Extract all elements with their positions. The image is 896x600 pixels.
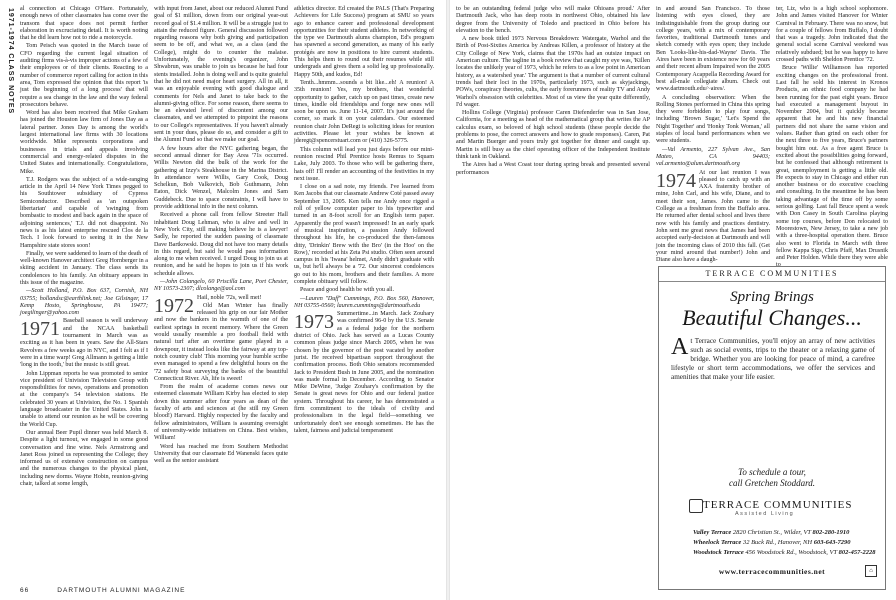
page-number: 66 bbox=[20, 587, 30, 594]
column-4 bbox=[456, 6, 650, 590]
ad-location-2 bbox=[693, 539, 883, 547]
equal-housing-icon: ⌂ bbox=[865, 565, 877, 577]
ad-brand-bar: TERRACE COMMUNITIES bbox=[659, 267, 885, 282]
paragraph: A concluding observation: When the Rolling Stones performed in China this spring they were forbidden to play four songs, including 'Brown Sugar,' 'Let's Spend the Night Together' and 'Honky Tonk Woman,' all staples of local band performances when we were students. bbox=[656, 94, 770, 145]
paragraph: ter, Liz, who is a high school sophomore. John and James visited Hanover for Winter Carnival in February. There was no snow, but for a couple of fellows from Buffalo, I doubt that was a tragedy. John indicated that the general social scene Carnival weekend was relatively subdued; but he was happy to have crossed paths with Sheldon Prentice '72. bbox=[776, 6, 888, 64]
paragraph: John Lippman reports he was promoted to senior vice president of Univision Television Group with responsibilities for news, operations and promotion at the company's 54 television stations. He celebrated 30 years at Univision, the No. 1 Spanish language broadcaster in the United States. John is unable to attend our reunion as he will be covering the World Cup. bbox=[20, 370, 148, 428]
column-1 bbox=[20, 6, 148, 580]
ad-location-1 bbox=[693, 529, 883, 537]
ad-body bbox=[671, 334, 875, 382]
ad-drop-cap: A bbox=[671, 334, 689, 360]
paragraph: A few hours after the NYC gathering began, the second annual dinner for Bay Area '71s occurred. Willis Newton did the bulk of the work for the gathering at Izzy's Steakhouse in the Marina District. In attendance were Willis, Gary Cook, Doug Schelkun, Bob Valkovich, Bob Guthmann, John Eaton, Dick Wenzel, Malcolm Jones and Sam Guddebeck. Due to space constraints, I will have to provide additional info in the next column. bbox=[154, 145, 288, 211]
paragraph: Hollins College (Virginia) professor Caren Diefenderfer was in San Jose, California, for a meeting as head of the mathematical group that writes the AP calculus exam, so beloved of high school students (these people decide the problems to pose, the correct answers and how to grade responses). Caren, Pat and Martin Buerger and yours truly got together for dinner and caught up. Martin is still busy as the chief operating officer of the Independent Institute think tank in Oakland. bbox=[456, 110, 650, 160]
ad-logo-name: TERRACE COMMUNITIES bbox=[703, 499, 853, 511]
paragraph bbox=[294, 311, 434, 435]
column-5 bbox=[656, 6, 770, 264]
ad-cta-line-2: call Gretchen Stoddard. bbox=[728, 478, 816, 488]
ad-logo-sub: Assisted Living bbox=[735, 511, 795, 517]
location-phone: 802-457-2228 bbox=[838, 549, 876, 556]
terrace-communities-ad[interactable] bbox=[658, 266, 886, 590]
location-address: 456 Woodstock Rd., Woodstock, VT bbox=[745, 549, 838, 556]
location-phone: 802-280-1910 bbox=[812, 529, 850, 536]
ad-location-3 bbox=[693, 549, 883, 557]
ad-logo bbox=[689, 497, 859, 519]
paragraph: Peace and good health be with you all. bbox=[300, 287, 395, 294]
paragraph: al connection at Chicago O'Hare. Fortunately, enough news of other classmates has come over the transom that space does not permit further elaboration in excruciating detail. It is worth noting that he did learn how not to ride a motorcycle. bbox=[20, 6, 148, 42]
paragraph: Word has also been received that Mike Graham has joined the Houston law firm of Jones Day as a lateral partner. Jones Day is among the world's largest international law firms with 30 locations worldwide. Mike represents corporations and businesses in trials and appeals involving commercial and energy-related disputes in the United States and internationally. Congratulations, Mike. bbox=[20, 110, 148, 175]
location-name: Valley Terrace bbox=[693, 529, 732, 536]
location-name: Woodstock Terrace bbox=[693, 549, 744, 556]
column-3 bbox=[294, 6, 434, 580]
class-year-heading: 1973 bbox=[294, 311, 334, 334]
paragraph: Received a phone call from fellow Streeter Hall inhabitant Doug Lehman, who is alive and well in New York City, still making believe he is a lawyer! Sadly, he reported the sudden passing of classmate Dave Bartkowski. Doug did not have too many details in this regard, but said he would pass information along to me when received. I urged Doug to join us at reunion, and he said he hopes to join us if his work schedule allows. bbox=[154, 212, 288, 277]
location-address: 32 Buck Rd., Hanover, NH bbox=[742, 539, 813, 546]
class-year-heading: 1972 bbox=[154, 294, 194, 317]
paragraph-text: At our last reunion I was pleased to catch up with an AXA fraternity brother of mine, John Carl, and his wife, Diane, and to meet their son, James. John came to the College as a freshman from the Buffalo area. He returned after dental school and lives there now with his family and practices dentistry. John sent me great news that James had been accepted early-decision at Dartmouth and will join the incoming class of 2010 this fall. (Get your mind around that number!) John and Diane also have a daugh- bbox=[656, 169, 770, 264]
page-gutter bbox=[446, 0, 450, 600]
ad-website-link[interactable]: www.terracecommunities.net bbox=[718, 567, 826, 576]
paragraph: Old Man Winter has finally released his grip on our fair Mother and now the bankers in the warmth of one of the earliest springs in recent memory. Where the Green would usually resemble a pro football field with natural turf after an overtime game played in a downpour, it instead looks like the fairway at any top-notch country club! This morning your humble scribe even managed to spend a few delightful hours on the '72 safety boat surveying the banks of the beautiful Connecticut River. Ah, life is sweet! bbox=[154, 302, 288, 382]
signature: —John Colangelo, 60 Priscilla Lane, Port Chester, NY 10573-2307; dlcolange@aol.com bbox=[154, 278, 288, 293]
folio-left bbox=[20, 587, 185, 594]
signature: —Val Armento, 227 Sylvan Ave., San Mateo, CA 94403; val.armento@alum.dartmouth.org bbox=[656, 146, 770, 168]
paragraph: From the realm of academe comes news our esteemed classmate William Kirby has elected to step down this summer after four years as dean of the faculty of arts and sciences at (he still my Green blood!) Harvard. Highly respected by the faculty and fellow administrators, William is assuming oversight of university-wide initiatives on China. Best wishes, William! bbox=[154, 384, 288, 442]
paragraph: I close on a sad note, my friends. I've learned from Ken Jacobs that our classmate Andrew Coté passed away September 13, 2005. Ken tells me Andy once rigged a roll of yellow computer paper to his typewriter and turned in an 8-foot scroll for an English term paper. Apparently the prof wasn't impressed! In an early spark of musical inspiration, a passion Andy followed throughout his life, he co-produced the then-famous ditty, 'Drinkin' Brew with the Bro' (in the Hoo' on the Row),' recorded at his Zeta Psi studio. Often seen around campus in his 'Iwana' helmet, Andy didn't graduate with us, but he'll always be a '72. Our sincerest condolences go out to his mom, brothers and their families. A more complete obituary will follow. bbox=[294, 184, 434, 285]
class-year-heading: 1971 bbox=[20, 318, 60, 341]
section-tab bbox=[4, 8, 14, 208]
class-year-heading: 1974 bbox=[656, 169, 696, 192]
signature: —Lauren "Duff" Cummings, P.O. Box 560, Hanover, NH 03755-0560; lauren.cummings@dartmouth.edu bbox=[294, 295, 434, 309]
ad-cta bbox=[659, 467, 885, 489]
paragraph-text: Baseball season is well underway and the NCAA basketball tournament in March was as exciting as it has been in years. Saw the All-Stars Revolves a few weeks ago in NYC, and I felt as if I were in a time warp! Greg Allmann is getting a little 'long in the tooth,' but the music is still great. bbox=[20, 318, 148, 369]
paragraph: A new book titled 1973 Nervous Breakdown: Watergate, Warhol and the Birth of Post-Sixties America by Andreas Killen, a professor of history at the City College of New York, claims that the 1970s had an outsize impact on American culture. The tagline in a book review that caught my eye was, 'Killen locates the unlikely year of 1973, which he refers to as a low point in American history, as a watershed year.' The argument is that a number of current cultural trends had their loci in the 1970s, particularly 1973, such as skyjackings, POWs, conspiracy theories, cults, the early forerunners of reality TV and Andy Warhol's obsession with celebrities. Most of us view the year quite differently, I'd wager. bbox=[456, 36, 650, 108]
paragraph-text: Summertime...in March. Jack Zouhary was confirmed 96-0 by the U.S. Senate as a federal judge for the northern district of Ohio. Jack has served as a Lucas County common pleas judge since March 2005, when he was chosen by the governor of the post vacated by another jurist. He received bipartisan support throughout the confirmation process. Both Ohio senators recommended Jack to President Bush in June 2005, and the nomination was made formal in December. According to Senator Mike DeWine, 'Judge Zouhary's confirmation by the Senate is great news for Ohio and our federal justice system. Throughout his career, he has demonstrated a firm commitment to the ideals of civility and professionalism in the legal field—something we unfortunately don't see enough sometimes. He has the talent, fairness and judicial temperament bbox=[294, 311, 434, 434]
ad-headline-2: Beautiful Changes... bbox=[682, 305, 862, 330]
paragraph: with input from Janet, about our reduced Alumni Fund goal of $1 million, down from our original year-out record goal of $1.4 million. It will be a struggle just to attain the reduced figure. General discussion followed regarding reasons why both giving and participation seem to be off, and what we, as a class (and the College), might do to counter the malaise. Unfortunately, the evening's organizer, John Shwabrun, was unable to join us because he had four stents installed. John is doing well and is quite grateful that he did not need major heart surgery. All in all, it was an enjoyable evening with good dialogue and comments for Nels and Janet to take back to the alumni-giving office. For some reason, there seems to be an elevated level of discontent among our classmates, and we attempted to pinpoint the reasons to our College's representatives. If you haven't already sent in your dues, please do so, and consider a gift to the Alumni Fund so that we make our goal. bbox=[154, 6, 288, 144]
location-address: 2820 Christian St., Wilder, VT bbox=[732, 529, 811, 536]
terrace-logo-icon bbox=[689, 499, 703, 513]
paragraph: The Aires had a West Coast tour during spring break and presented several performances bbox=[456, 162, 650, 176]
section-tab-label: 1971-1974 CLASS NOTES bbox=[7, 8, 14, 115]
location-phone: 603-643-7290 bbox=[813, 539, 851, 546]
ad-cta-line-1: To schedule a tour, bbox=[738, 467, 806, 477]
paragraph bbox=[154, 294, 288, 317]
paragraph: to be an outstanding federal judge who will make Ohioans proud.' After Dartmouth Jack, who has deep roots in northwest Ohio, obtained his law degree from the University of Toledo and practiced in Ohio before his elevation to the bench. bbox=[456, 6, 650, 34]
paragraph: Bruce 'Willie' Williamson has reported exciting changes on the professional front. Last fall he sold his interest in Kronos Products, an ethnic food company he had been running for the past eight years. Bruce had executed a management buyout in November 2004, but it quickly became apparent that he and his new financial partners did not share the same vision and values. Rather than grind on each other for the next three to five years, Bruce's partners bought him out. As a free agent Bruce is excited about the possibilities going forward, but he confessed that although retirement is great, unemployment is getting a little old. He expects to stay in Chicago and either run another business or do executive coaching and consulting. In the meantime he has been taking advantage of the time off by some serious golfing. Last fall Bruce spent a week with Don Casey in South Carolina playing some top courses, before Don relocated to Moorestown, New Jersey, to take a new job with a three-hospital operation there. Bruce also went to Florida in March with three fellow Kappa Sigs, Chris Pfaff, Max Drusnik and Peter Holden. While there they were able bbox=[776, 65, 888, 262]
paragraph bbox=[656, 170, 770, 265]
paragraph: Word has reached me from Southern Methodist University that our classmate Ed Wanenski faces quite well as the senior assistant bbox=[154, 443, 288, 465]
paragraph: Tenth...hmmm...sounds a bit like...eh! A reunion! A 35th reunion! Yes, my brothers, that wonderful opportunity to gather, catch up on past times, create new times, kindle old friendships and forge new ones will soon be upon us. June 11-14, 2007. It's just around the corner, so mark it on your calendars. Our esteemed reunion chair John DeRegt is soliciting ideas for reunion activities. Please let your wishes be known at jderegt@spencerstuart.com or (410) 326-5775. bbox=[294, 79, 434, 145]
paragraph: This column will lead you just days before our mini-reunion rescind Phil Prentice hosts Remus to Squam Lake, July 2003. To those who will be gathering there, hats off! I'll render an accounting of the festivities in my next issue. bbox=[294, 146, 434, 182]
magazine-title: DARTMOUTH ALUMNI MAGAZINE bbox=[57, 587, 186, 594]
paragraph: T.J. Rodgers was the subject of a wide-ranging article in the April 14 New York Times pegged to his Southtower subsidiary of Cypress Semiconductor. Described as 'an outspoken libertarian' and capable of 'swinging from bombastic to modest and back again in the space of adjoining sentences,' T.J. did not disappoint. No news is as his latest enterprise rescued Clos de la Tech. I look forward to seeing it in the New Hampshire state stores soon! bbox=[20, 176, 148, 249]
paragraph: Tom Peisch was quoted in the March issue of CFO regarding the current legal situation of auditing firms vis-à-vis improper actions of a few of their employees or of their clients. Reacting to a number of commerce report calling for action in this area, Tom expressed the opinion that this report 'is just the beginning of a long process' that will require a sea change in the law and the way federal prosecutors behave. bbox=[20, 43, 148, 108]
column-6 bbox=[776, 6, 888, 260]
paragraph: Finally, we were saddened to learn of the death of well-known Hanover architect Greg Hornberger in a skiing accident in January. The class sends its condolences to his family. An obituary appears in this issue of the magazine. bbox=[20, 250, 148, 286]
ad-body-text: t Terrace Communities, you'll enjoy an array of new activities such as social events, trips to the theater or a relaxing game of bridge. Whether you are looking for peace of mind, a carefree lifestyle or short term accommodations, we offer the services and amenities that make your life easier. bbox=[671, 337, 875, 381]
signature: —Scott Holland, P.O. Box 637, Cornish, NH 03755; hollandsc@earthlink.net; Joe Gilsinger, 17 Kemp Hosto, Springhouse, PA 19477; joegilinger@yahoo.com bbox=[20, 288, 148, 317]
paragraph bbox=[20, 318, 148, 369]
ad-headline-1: Spring Brings bbox=[730, 289, 814, 305]
paragraph: Our annual Beer Pupil dinner was held March 8. Despite a light turnout, we engaged in some good conversation and fine wine. Nels Armstrong and Janet Ross joined us representing the College; they informed us of extensive construction on campus and the numerous changes to the physical plant, including new dorms. Wayne Hobin, reunion-giving chair, talked at some length, bbox=[20, 429, 148, 487]
paragraph-text: Hail, noble '72s, well met! bbox=[197, 294, 262, 301]
paragraph: in and around San Francisco. To those listening with eyes closed, they are indistinguishable from the group during our college years, with a mix of contemporary favorites, traditional Dartmouth tunes and sketch comedy with eyes open; they include Ben 'Looks-like-his-dad-Wayne' Davis. The Aires have been in existence now for 60 years and their recent album Impaired won the 2005 Contemporary Acappella Recording Award for best all-male collegiate album. Check out www.dartmouth.edu/~aires/. bbox=[656, 6, 770, 93]
location-name: Wheelock Terrace bbox=[693, 539, 742, 546]
paragraph: athletics director. Ed created the PALS (That's Preparing Achievers for Life Success) program at SMU so years ago to enhance career and professional development opportunities for their student athletes. In networking of the type we Dartmouth alums champion, Ed's program has spawned a second generation, as many of his early protégés are now in positions to hire current students. This helps them to round out their resumes while still undergrads and gives them a solid leg up professionally. Happy 50th, and kudos, Ed! bbox=[294, 6, 434, 78]
column-2 bbox=[154, 6, 288, 580]
